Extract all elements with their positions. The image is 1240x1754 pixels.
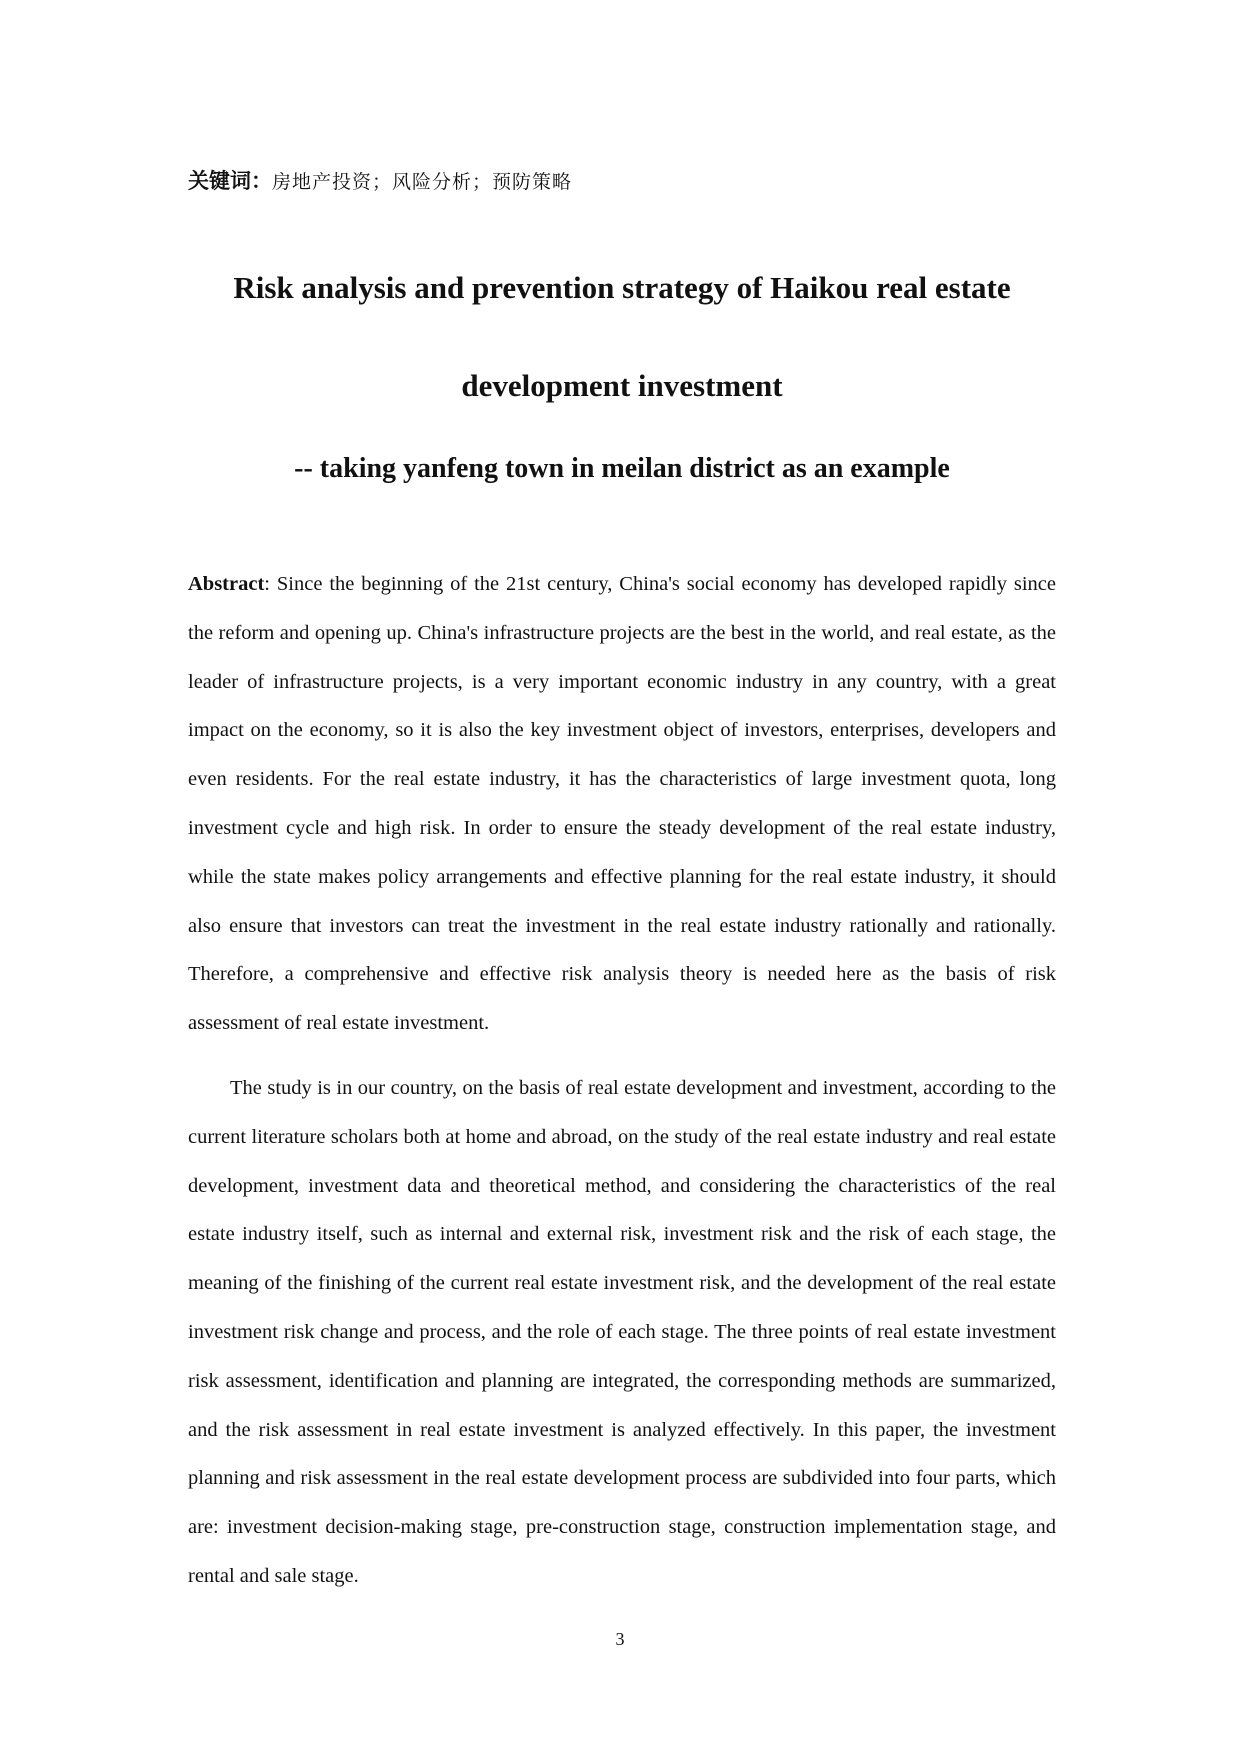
subtitle: -- taking yanfeng town in meilan district as an example [294,453,950,484]
title-line-2: development investment [461,368,783,403]
keywords-text: 房地产投资；风险分析；预防策略 [272,171,573,193]
title-line-1: Risk analysis and prevention strategy of Haikou real estate [233,270,1011,305]
keywords-line [188,166,572,197]
keywords-label: 关键词： [188,169,272,193]
abstract-paragraph [188,560,1056,1048]
abstract-label: Abstract [188,573,265,595]
abstract-text: : Since the beginning of the 21st century, China's social economy has developed rapidly since the reform and opening up. China's infrastructure projects are the best in the world, and real estate, as the leader of infrastructure projects, is a very important economic industry in any country, with a great impact on the economy, so it is also the key investment object of investors, enterprises, developers and even residents. For the real estate industry, it has the characteristics of large investment quota, long investment cycle and high risk. In order to ensure the steady development of the real estate industry, while the state makes policy arrangements and effective planning for the real estate industry, it should also ensure that investors can treat the investment in the real estate industry rationally and rationally. Therefore, a comprehensive and effective risk analysis theory is needed here as the basis of risk assessment of real estate investment. [188,573,1056,1035]
study-paragraph: The study is in our country, on the basis of real estate development and investment, according to the current literature scholars both at home and abroad, on the study of the real estate industry and real estate development, investment data and theoretical method, and considering the characteristics of the real estate industry itself, such as internal and external risk, investment risk and the risk of each stage, the meaning of the finishing of the current real estate investment risk, and the development of the real estate investment risk change and process, and the role of each stage. The three points of real estate investment risk assessment, identification and planning are integrated, the corresponding methods are summarized, and the risk assessment in real estate investment is analyzed effectively. In this paper, the investment planning and risk assessment in the real estate development process are subdivided into four parts, which are: investment decision-making stage, pre-construction stage, construction implementation stage, and rental and sale stage. [188,1077,1056,1587]
page-number: 3 [615,1629,625,1649]
